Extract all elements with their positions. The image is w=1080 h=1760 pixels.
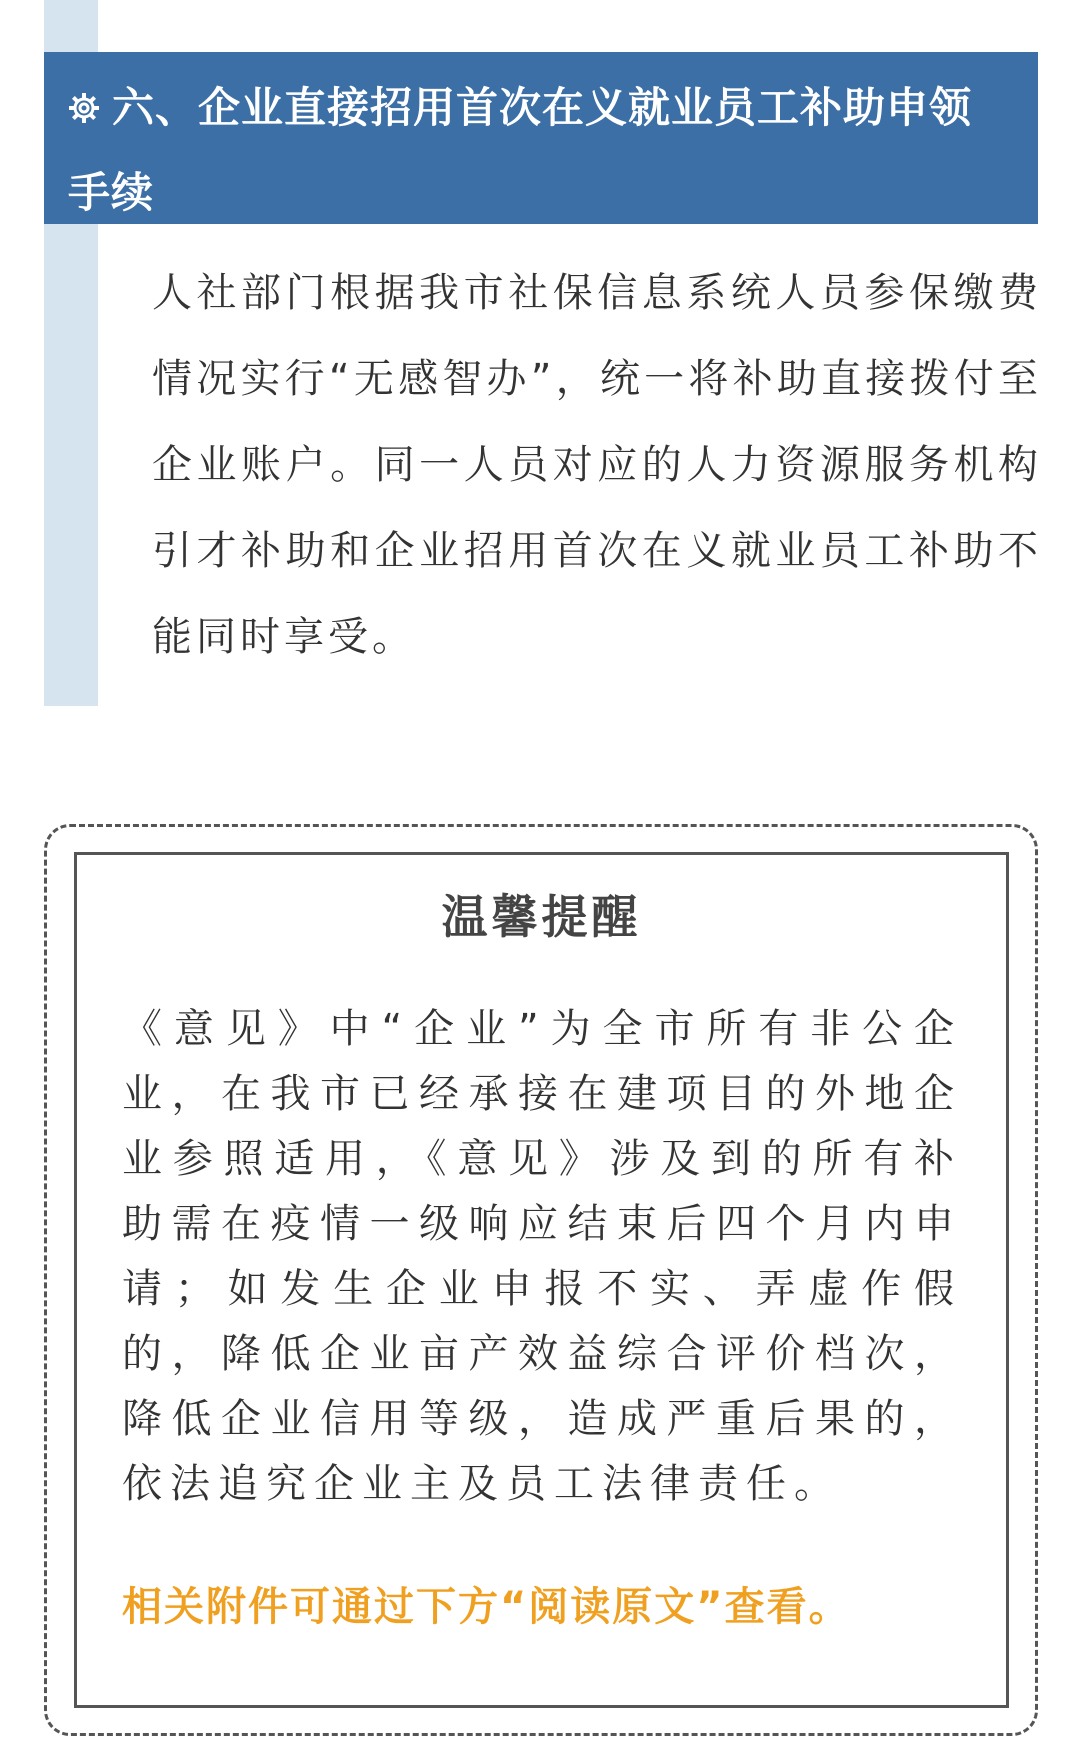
reminder-box [74, 852, 1009, 1708]
reminder-body-text: 《意见》中“企业”为全市所有非公企业，在我市已经承接在建项目的外地企业参照适用，《意见》涉及到的所有补助需在疫情一级响应结束后四个月内申请；如发生企业申报不实、弄虚作假的，降低企业亩产效益综合评价档次，降低企业信用等级，造成严重后果的，依法追究企业主及员工法律责任。 [122, 1006, 962, 1507]
section-body-text: 人社部门根据我市社保信息系统人员参保缴费情况实行“无感智办”，统一将补助直接拨付至企业账户。同一人员对应的人力资源服务机构引才补助和企业招用首次在义就业员工补助不能同时享受。 [152, 270, 1042, 660]
reminder-note: 相关附件可通过下方“阅读原文”查看。 [122, 1584, 851, 1630]
section-title: 六、企业直接招用首次在义就业员工补助申领手续 [68, 83, 973, 217]
reminder-title: 温馨提醒 [441, 890, 642, 944]
section-header [44, 52, 1038, 224]
gear-icon [68, 92, 100, 124]
